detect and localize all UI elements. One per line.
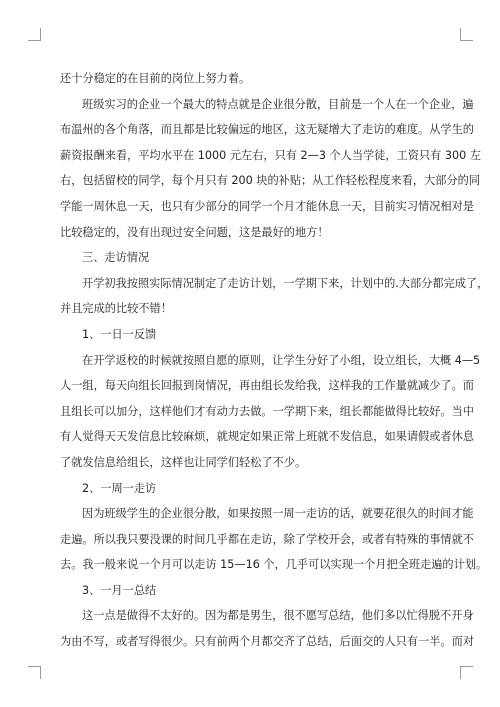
crop-mark-top-right [460,28,473,41]
text-line: 并且完成的比较不错！ [60,302,172,316]
text-line: 1、一日一反馈 [82,327,157,341]
crop-mark-bottom-right [460,666,473,679]
text-line: 了就发信息给组长，这样也让同学们轻松了不少。 [60,455,307,469]
text-line: 这一点是做得不太好的。因为都是男生，很不愿写总结，他们多以忙得脱不开身 [82,609,474,623]
text-line: 班级实习的企业一个最大的特点就是企业很分散，目前是一个人在一个企业，遍 [82,97,474,111]
text-line: 三、走访情况 [82,251,150,265]
text-line: 2、一周一走访 [82,481,157,495]
text-line: 比较稳定的，没有出现过安全问题，这是最好的地方！ [60,225,329,239]
text-line: 因为班级学生的企业很分散，如果按照一周一走访的话，就要花很久的时间才能 [82,507,474,521]
crop-mark-top-left [28,28,41,41]
text-line: 还十分稳定的在目前的岗位上努力着。 [60,72,251,85]
text-line: 去。我一般来说一个月可以走访 15—16 个，几乎可以实现一个月把全班走遍的计划。 [60,558,488,572]
text-line: 学能一周休息一天，也只有少部分的同学一个月才能休息一天，目前实习情况相对是 [60,199,474,213]
document-body [60,66,489,655]
text-line: 为由不写，或者写得很少。只有前两个月都交齐了总结，后面交的人只有一半。而对 [60,635,474,649]
text-line: 布温州的各个角落，而且都是比较偏远的地区，这无疑增大了走访的难度。从学生的 [60,123,474,137]
text-line: 开学初我按照实际情况制定了走访计划，一学期下来，计划中的.大部分都完成了， [82,276,489,290]
text-line: 走遍。所以我只要没课的时间几乎都在走访，除了学校开会，或者有特殊的事情就不 [60,532,474,546]
text-line: 人一组，每天向组长回报到岗情况，再由组长发给我，这样我的工作量就减少了。而 [60,379,474,393]
text-line: 右，包括留校的同学，每个月只有 200 块的补贴；从工作轻松程度来看，大部分的同 [60,174,481,188]
text-line: 3、一月一总结 [82,583,157,597]
text-line: 且组长可以加分，这样他们才有动力去做。一学期下来，组长都能做得比较好。当中 [60,404,474,418]
text-line: 有人觉得天天发信息比较麻烦，就规定如果正常上班就不发信息，如果请假或者休息 [60,430,474,444]
text-line: 薪资报酬来看，平均水平在 1000 元左右，只有 2—3 个人当学徒，工资只有 300 左 [60,148,482,162]
text-line: 在开学返校的时候就按照自愿的原则，让学生分好了小组，设立组长，大概 4—5 [82,353,481,367]
crop-mark-bottom-left [28,666,41,679]
